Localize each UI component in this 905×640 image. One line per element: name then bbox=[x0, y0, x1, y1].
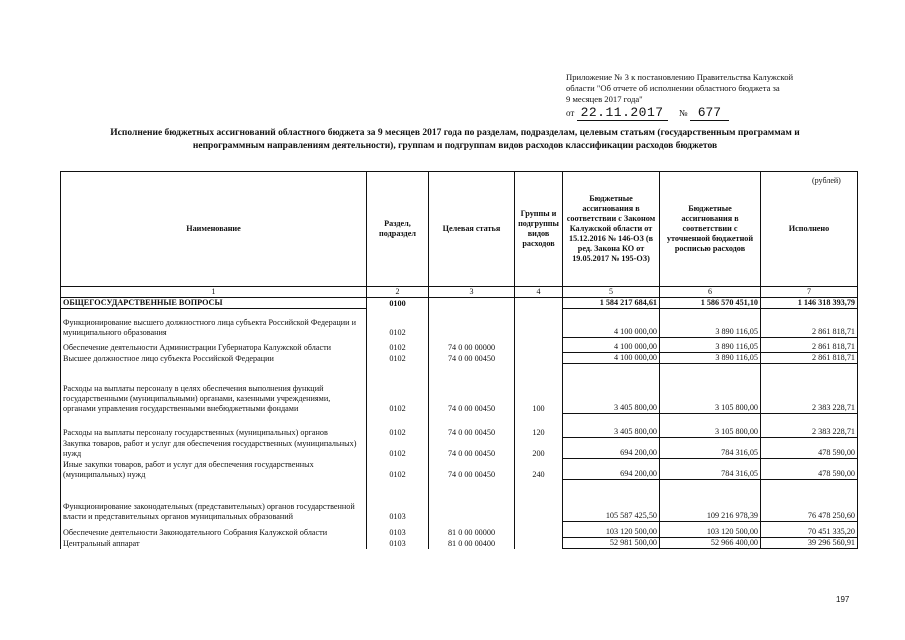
row-name: Расходы на выплаты персоналу в целях обеспечения выполнения функций государственными (муниципальными) органами, казенными учреждениями, органами управления государственными внебюджетными фондами bbox=[61, 364, 367, 414]
table-row bbox=[61, 353, 858, 364]
title-line-2: непрограммным направлениям деятельности), группам и подгруппам видов расходов классификации расходов бюджетов bbox=[192, 141, 718, 151]
row-group bbox=[515, 298, 563, 309]
row-section: 0100 bbox=[367, 298, 429, 309]
annex-header bbox=[566, 72, 866, 105]
row-target: 74 0 00 00450 bbox=[429, 353, 515, 364]
col-number: 4 bbox=[515, 287, 563, 298]
document-title bbox=[55, 127, 855, 153]
table-row bbox=[61, 364, 858, 414]
row-name: Функционирование высшего должностного лица субъекта Российской Федерации и муниципального образования bbox=[61, 309, 367, 338]
row-section: 0102 bbox=[367, 364, 429, 414]
row-executed: 1 146 318 393,79 bbox=[761, 298, 858, 309]
page-number: 197 bbox=[836, 595, 850, 604]
units-label: (рублей) bbox=[812, 176, 841, 185]
table-row bbox=[61, 414, 858, 438]
row-name: Центральный аппарат bbox=[61, 538, 367, 549]
row-target bbox=[429, 298, 515, 309]
col-number: 3 bbox=[429, 287, 515, 298]
row-law: 4 100 000,00 bbox=[563, 338, 660, 353]
budget-table bbox=[60, 171, 858, 549]
row-law: 694 200,00 bbox=[563, 459, 660, 480]
row-revised: 109 216 978,39 bbox=[660, 480, 761, 522]
annex-line-2: области "Об отчете об исполнении областного бюджета за bbox=[566, 83, 780, 93]
row-executed: 2 861 818,71 bbox=[761, 338, 858, 353]
row-revised: 3 890 116,05 bbox=[660, 353, 761, 364]
row-section: 0103 bbox=[367, 522, 429, 538]
row-name: Обеспечение деятельности Администрации Губернатора Калужской области bbox=[61, 338, 367, 353]
col-number: 5 bbox=[563, 287, 660, 298]
row-name: Закупка товаров, работ и услуг для обеспечения государственных (муниципальных) нужд bbox=[61, 438, 367, 459]
row-name: Обеспечение деятельности Законодательного Собрания Калужской области bbox=[61, 522, 367, 538]
col-header-executed: Исполнено bbox=[761, 172, 858, 287]
row-group: 240 bbox=[515, 459, 563, 480]
row-executed: 2 383 228,71 bbox=[761, 364, 858, 414]
table-row bbox=[61, 338, 858, 353]
row-name: Высшее должностное лицо субъекта Российской Федерации bbox=[61, 353, 367, 364]
row-executed: 2 861 818,71 bbox=[761, 309, 858, 338]
resolution-number: 677 bbox=[690, 105, 729, 121]
row-group bbox=[515, 522, 563, 538]
row-executed: 70 451 335,20 bbox=[761, 522, 858, 538]
annex-line-3: 9 месяцев 2017 года" bbox=[566, 94, 643, 104]
table-row bbox=[61, 522, 858, 538]
col-number: 1 bbox=[61, 287, 367, 298]
table-row bbox=[61, 309, 858, 338]
row-group bbox=[515, 480, 563, 522]
row-target: 81 0 00 00400 bbox=[429, 538, 515, 549]
row-group: 120 bbox=[515, 414, 563, 438]
annex-line-1: Приложение № 3 к постановлению Правительства Калужской bbox=[566, 72, 794, 82]
row-section: 0102 bbox=[367, 309, 429, 338]
table-row bbox=[61, 538, 858, 549]
row-executed: 2 383 228,71 bbox=[761, 414, 858, 438]
table-row bbox=[61, 438, 858, 459]
row-law: 103 120 500,00 bbox=[563, 522, 660, 538]
row-section: 0102 bbox=[367, 353, 429, 364]
table-header-row bbox=[61, 172, 858, 287]
row-target: 74 0 00 00450 bbox=[429, 438, 515, 459]
row-group bbox=[515, 309, 563, 338]
row-target: 74 0 00 00000 bbox=[429, 338, 515, 353]
column-number-row bbox=[61, 287, 858, 298]
row-name: ОБЩЕГОСУДАРСТВЕННЫЕ ВОПРОСЫ bbox=[61, 298, 367, 309]
row-group: 100 bbox=[515, 364, 563, 414]
row-group bbox=[515, 338, 563, 353]
row-revised: 3 105 800,00 bbox=[660, 364, 761, 414]
row-target: 74 0 00 00450 bbox=[429, 459, 515, 480]
col-header-group: Группы и подгруппы видов расходов bbox=[515, 172, 563, 287]
row-section: 0102 bbox=[367, 459, 429, 480]
row-executed: 478 590,00 bbox=[761, 459, 858, 480]
row-section: 0102 bbox=[367, 338, 429, 353]
row-law: 1 584 217 684,61 bbox=[563, 298, 660, 309]
col-header-name: Наименование bbox=[61, 172, 367, 287]
row-law: 4 100 000,00 bbox=[563, 353, 660, 364]
number-prefix: № bbox=[678, 108, 688, 118]
row-name: Функционирование законодательных (представительных) органов государственной власти и представительных органов муниципальных образований bbox=[61, 480, 367, 522]
table-row bbox=[61, 298, 858, 309]
row-section: 0103 bbox=[367, 538, 429, 549]
row-revised: 3 890 116,05 bbox=[660, 338, 761, 353]
row-revised: 1 586 570 451,10 bbox=[660, 298, 761, 309]
row-group: 200 bbox=[515, 438, 563, 459]
row-section: 0102 bbox=[367, 414, 429, 438]
table-row bbox=[61, 480, 858, 522]
col-header-section: Раздел, подраздел bbox=[367, 172, 429, 287]
row-law: 3 405 800,00 bbox=[563, 414, 660, 438]
row-executed: 478 590,00 bbox=[761, 438, 858, 459]
date-prefix: от bbox=[566, 108, 575, 118]
annex-reference bbox=[566, 105, 729, 120]
row-revised: 103 120 500,00 bbox=[660, 522, 761, 538]
row-name: Расходы на выплаты персоналу государственных (муниципальных) органов bbox=[61, 414, 367, 438]
row-executed: 2 861 818,71 bbox=[761, 353, 858, 364]
col-header-target: Целевая статья bbox=[429, 172, 515, 287]
row-target bbox=[429, 309, 515, 338]
title-line-1: Исполнение бюджетных ассигнований областного бюджета за 9 месяцев 2017 года по разделам, подразделам, целевым статьям (государственным программам и bbox=[110, 128, 800, 138]
row-law: 52 981 500,00 bbox=[563, 538, 660, 549]
row-group bbox=[515, 538, 563, 549]
table-row bbox=[61, 459, 858, 480]
row-name: Иные закупки товаров, работ и услуг для обеспечения государственных (муниципальных) нужд bbox=[61, 459, 367, 480]
col-header-revised: Бюджетные ассигнования в соответствии с уточненной бюджетной росписью расходов bbox=[660, 172, 761, 287]
row-revised: 784 316,05 bbox=[660, 438, 761, 459]
row-target: 74 0 00 00450 bbox=[429, 364, 515, 414]
resolution-date: 22.11.2017 bbox=[577, 105, 668, 121]
row-target bbox=[429, 480, 515, 522]
row-revised: 3 890 116,05 bbox=[660, 309, 761, 338]
col-number: 2 bbox=[367, 287, 429, 298]
col-number: 6 bbox=[660, 287, 761, 298]
row-target: 81 0 00 00000 bbox=[429, 522, 515, 538]
row-law: 4 100 000,00 bbox=[563, 309, 660, 338]
row-executed: 76 478 250,60 bbox=[761, 480, 858, 522]
row-revised: 784 316,05 bbox=[660, 459, 761, 480]
col-number: 7 bbox=[761, 287, 858, 298]
row-revised: 3 105 800,00 bbox=[660, 414, 761, 438]
row-revised: 52 966 400,00 bbox=[660, 538, 761, 549]
row-law: 3 405 800,00 bbox=[563, 364, 660, 414]
row-group bbox=[515, 353, 563, 364]
row-target: 74 0 00 00450 bbox=[429, 414, 515, 438]
row-law: 105 587 425,50 bbox=[563, 480, 660, 522]
row-law: 694 200,00 bbox=[563, 438, 660, 459]
row-section: 0102 bbox=[367, 438, 429, 459]
row-section: 0103 bbox=[367, 480, 429, 522]
col-header-law: Бюджетные ассигнования в соответствии с Законом Калужской области от 15.12.2016 № 146-ОЗ (в ред. Закона КО от 19.05.2017 № 195-ОЗ) bbox=[563, 172, 660, 287]
row-executed: 39 296 560,91 bbox=[761, 538, 858, 549]
